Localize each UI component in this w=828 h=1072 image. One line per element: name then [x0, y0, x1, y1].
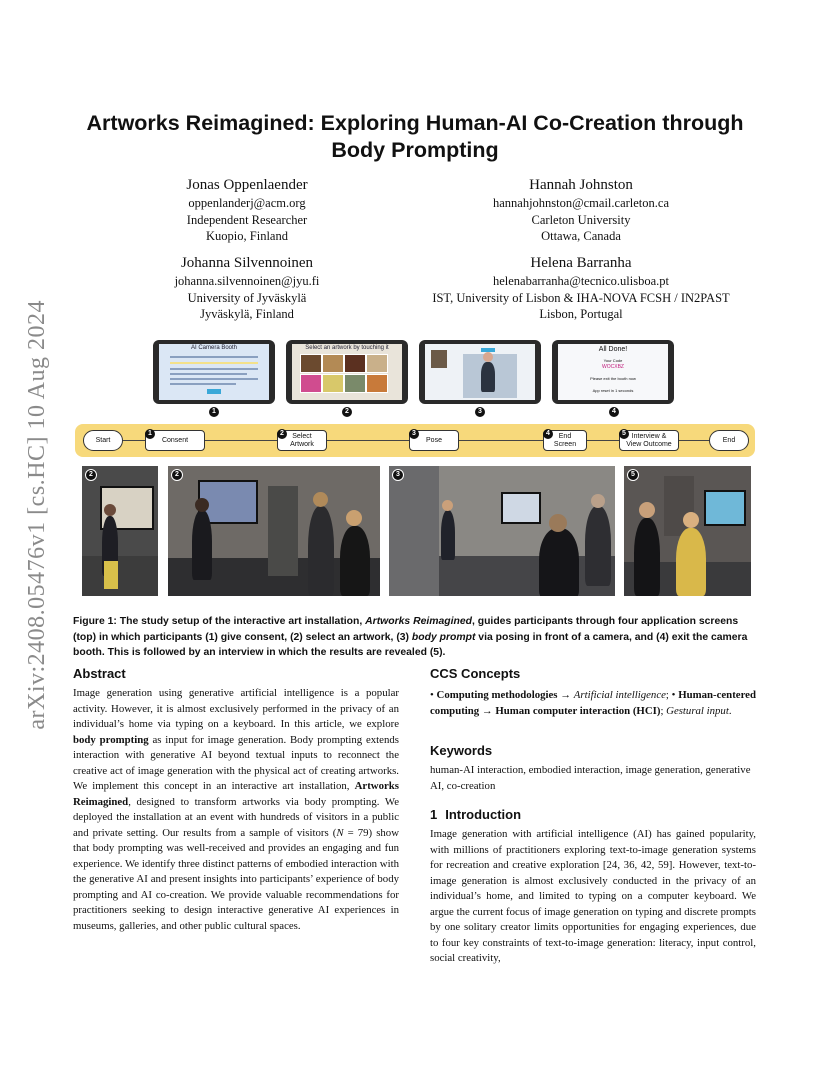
keywords-heading: Keywords: [430, 743, 493, 758]
agree-button-graphic: [207, 389, 220, 394]
paper-title: Artworks Reimagined: Exploring Human-AI Co-Creation through Body Prompting: [86, 111, 744, 162]
photo-badge: 2: [171, 469, 183, 481]
author-email: hannahjohnston@cmail.carleton.ca: [492, 196, 670, 210]
author-name: Helena Barranha: [530, 255, 632, 271]
abstract-section: [73, 666, 399, 934]
ccs-section: [430, 666, 756, 719]
introduction-text: Image generation with artificial intelligence (AI) has gained popularity, with millions of practitioners exploring text-to-image generation systems for recreation and creative exploration [24, 36, 42, 59]. However, text-to-image generation is almost exclusively conducted in the privacy of an individual’s home, and limited to typing on a computer keyboard. We argue the current focus of image generation on typing and discrete prompts by one solitary creator limits opportunities for engaging experiences, due to four key constraints of text-to-image generation: literacy, input control, social creativity,: [430, 828, 756, 964]
flow-interview: 5 Interview & View Outcome: [619, 430, 679, 451]
step-number: 3: [475, 407, 485, 417]
author-location: Kuopio, Finland: [206, 229, 288, 243]
author-location: Jyväskylä, Finland: [200, 307, 294, 321]
flow-end: End: [709, 430, 749, 451]
introduction-heading: 1 Introduction: [430, 807, 522, 822]
photo-badge: 5: [627, 469, 639, 481]
abstract-text: Image generation using generative artificial intelligence is a popular activity. However, it is almost exclusively performed in the privacy of an individual’s home via typing on a keyboard. In this article, we explore body prompting as input for image generation. Body prompting extends interaction with generative AI beyond textual inputs to reconnect the creative act of image generation with the physical act of creating artworks. We implement this concept in an interactive art installation, Artworks Reimagined, designed to transform artworks via body prompting. We deployed the installation at an event with hundreds of visitors in a public and private setting. Our results from a sample of visitors (N = 79) show that body prompting was well-received and provides an engaging and fun experience. We identify three distinct patterns of embodied interaction with the generative AI and present insights into participants’ experience of body prompting and AI co-creation. We provide valuable recommendations for practitioners seeking to design interactive generative AI experiences in museums, galleries, and other public cultural spaces.: [73, 687, 399, 932]
ccs-heading: CCS Concepts: [430, 666, 521, 681]
screen-reset-text: App reset in 1 seconds: [592, 388, 634, 393]
installation-photo: [82, 466, 158, 596]
author-block: [82, 175, 412, 245]
flow-step-number: 3: [409, 429, 419, 439]
author-affiliation: University of Jyväskylä: [187, 290, 307, 305]
author-name: Hannah Johnston: [529, 177, 633, 193]
screen-code: WOCXBZ: [602, 364, 624, 370]
author-email: johanna.silvennoinen@jyu.fi: [174, 274, 320, 288]
step-number: 2: [342, 407, 352, 417]
flow-step-number: 1: [145, 429, 155, 439]
screen-title: Select an artwork by touching it: [305, 345, 389, 351]
installation-photo: [168, 466, 380, 596]
screen-exit-text: Please exit the booth now: [590, 376, 636, 381]
flow-step-number: 4: [543, 429, 553, 439]
abstract-heading: Abstract: [73, 666, 126, 681]
author-block: [386, 253, 776, 323]
author-name: Jonas Oppenlaender: [186, 177, 308, 193]
flow-step-number: 5: [619, 429, 629, 439]
figure-caption: Figure 1: The study setup of the interactive art installation, Artworks Reimagined, guides participants through four application screens (top) in which participants (1) give consent, (2) select an artwork, (3) body prompt via posing in front of a camera, and (4) exit the camera booth. This is followed by an interview in which the results are revealed (5).: [73, 616, 748, 658]
author-affiliation: Independent Researcher: [186, 212, 308, 227]
author-affiliation: Carleton University: [531, 212, 631, 227]
end-screen-image: [552, 340, 674, 404]
artwork-select-screen-image: [286, 340, 408, 404]
flow-start: Start: [83, 430, 123, 451]
flow-step-number: 2: [277, 429, 287, 439]
author-block: [416, 175, 746, 245]
step-number: 1: [209, 407, 219, 417]
author-location: Lisbon, Portugal: [539, 307, 623, 321]
installation-photo: [624, 466, 751, 596]
photo-badge: 2: [85, 469, 97, 481]
author-location: Ottawa, Canada: [541, 229, 621, 243]
consent-screen-image: [153, 340, 275, 404]
pose-screen-image: [419, 340, 541, 404]
author-affiliation: IST, University of Lisbon & IHA-NOVA FCSH / IN2PAST: [432, 290, 730, 305]
flow-consent: 1 Consent: [145, 430, 205, 451]
author-block: [82, 253, 412, 323]
flow-end-screen: 4 End Screen: [543, 430, 587, 451]
author-email: oppenlanderj@acm.org: [188, 196, 306, 210]
keywords-section: [430, 743, 756, 794]
author-name: Johanna Silvennoinen: [180, 255, 314, 271]
flow-select-artwork: 2 Select Artwork: [277, 430, 327, 451]
keywords-text: human-AI interaction, embodied interaction, image generation, generative AI, co-creation: [430, 764, 751, 792]
flow-diagram: [75, 424, 755, 457]
screen-title: AI Camera Booth: [190, 345, 238, 351]
screen-title: All Done!: [598, 346, 628, 353]
installation-photo: [389, 466, 615, 596]
photo-badge: 3: [392, 469, 404, 481]
introduction-section: [430, 807, 756, 967]
ccs-text: • Computing methodologies → Artificial intelligence; • Human-centered computing → Human computer interaction (HCI); Gestural input.: [430, 689, 756, 717]
arxiv-identifier: arXiv:2408.05476v1 [cs.HC] 10 Aug 2024: [24, 300, 50, 730]
screen-code-label: Your Code: [603, 358, 623, 363]
author-email: helenabarranha@tecnico.ulisboa.pt: [492, 274, 670, 288]
flow-pose: 3 Pose: [409, 430, 459, 451]
step-number: 4: [609, 407, 619, 417]
